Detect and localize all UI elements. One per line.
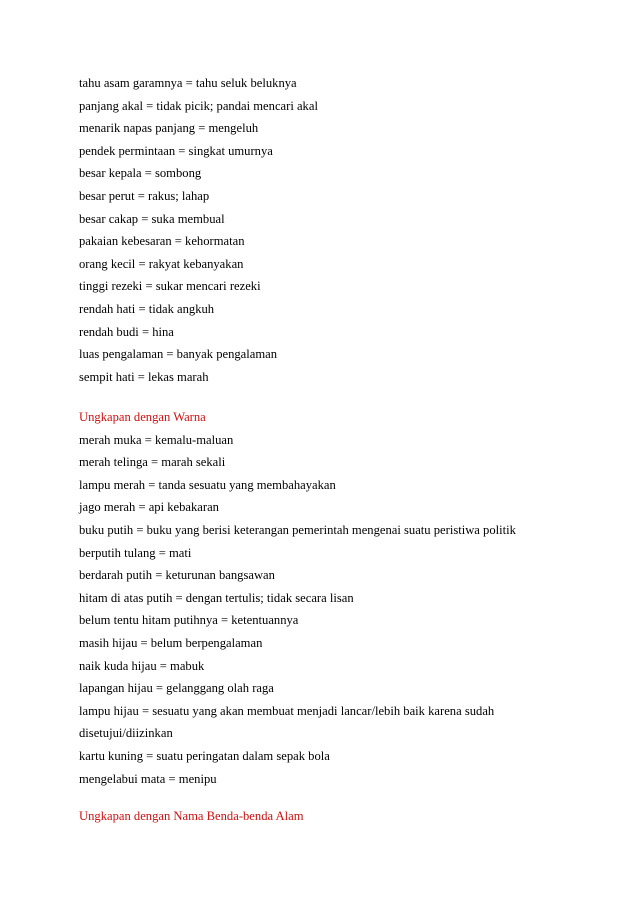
idiom-line: kartu kuning = suatu peringatan dalam sepak bola [79,748,330,763]
idiom-list-general [79,72,318,388]
idiom-line: buku putih = buku yang berisi keterangan pemerintah mengenai suatu peristiwa politik [79,522,516,537]
idiom-line: pakaian kebesaran = kehormatan [79,234,245,249]
section-heading-warna: Ungkapan dengan Warna [79,410,206,424]
idiom-line: pendek permintaan = singkat umurnya [79,143,273,158]
idiom-line: lampu merah = tanda sesuatu yang membahayakan [79,477,336,492]
idiom-line: lampu hijau = sesuatu yang akan membuat menjadi lancar/lebih baik karena sudah [79,703,495,718]
idiom-line: merah telinga = marah sekali [79,455,226,470]
section-warna [79,406,516,790]
section-heading-benda-alam: Ungkapan dengan Nama Benda-benda Alam [79,809,304,823]
idiom-line: masih hijau = belum berpengalaman [79,635,263,650]
idiom-line: merah muka = kemalu-maluan [79,432,234,447]
idiom-line: luas pengalaman = banyak pengalaman [79,347,278,362]
idiom-line: besar cakap = suka membual [79,211,225,226]
idiom-line: lapangan hijau = gelanggang olah raga [79,681,274,696]
idiom-line: rendah budi = hina [79,324,174,339]
idiom-line: besar perut = rakus; lahap [79,188,210,203]
idiom-line: rendah hati = tidak angkuh [79,301,215,316]
idiom-line: berdarah putih = keturunan bangsawan [79,568,275,583]
idiom-line: tinggi rezeki = sukar mencari rezeki [79,279,261,294]
idiom-line: tahu asam garamnya = tahu seluk beluknya [79,76,297,90]
idiom-line: menarik napas panjang = mengeluh [79,121,259,136]
idiom-line: belum tentu hitam putihnya = ketentuannya [79,613,299,628]
section-benda-alam [79,805,304,828]
idiom-line: disetujui/diizinkan [79,726,173,741]
idiom-line: besar kepala = sombong [79,166,202,181]
idiom-line: panjang akal = tidak picik; pandai mencari akal [79,98,318,113]
idiom-line: orang kecil = rakyat kebanyakan [79,256,244,271]
idiom-line: naik kuda hijau = mabuk [79,658,205,673]
idiom-line: berputih tulang = mati [79,545,192,560]
idiom-line: hitam di atas putih = dengan tertulis; tidak secara lisan [79,590,354,605]
idiom-line: sempit hati = lekas marah [79,369,209,384]
idiom-line: jago merah = api kebakaran [79,500,219,515]
idiom-line: mengelabui mata = menipu [79,771,217,786]
